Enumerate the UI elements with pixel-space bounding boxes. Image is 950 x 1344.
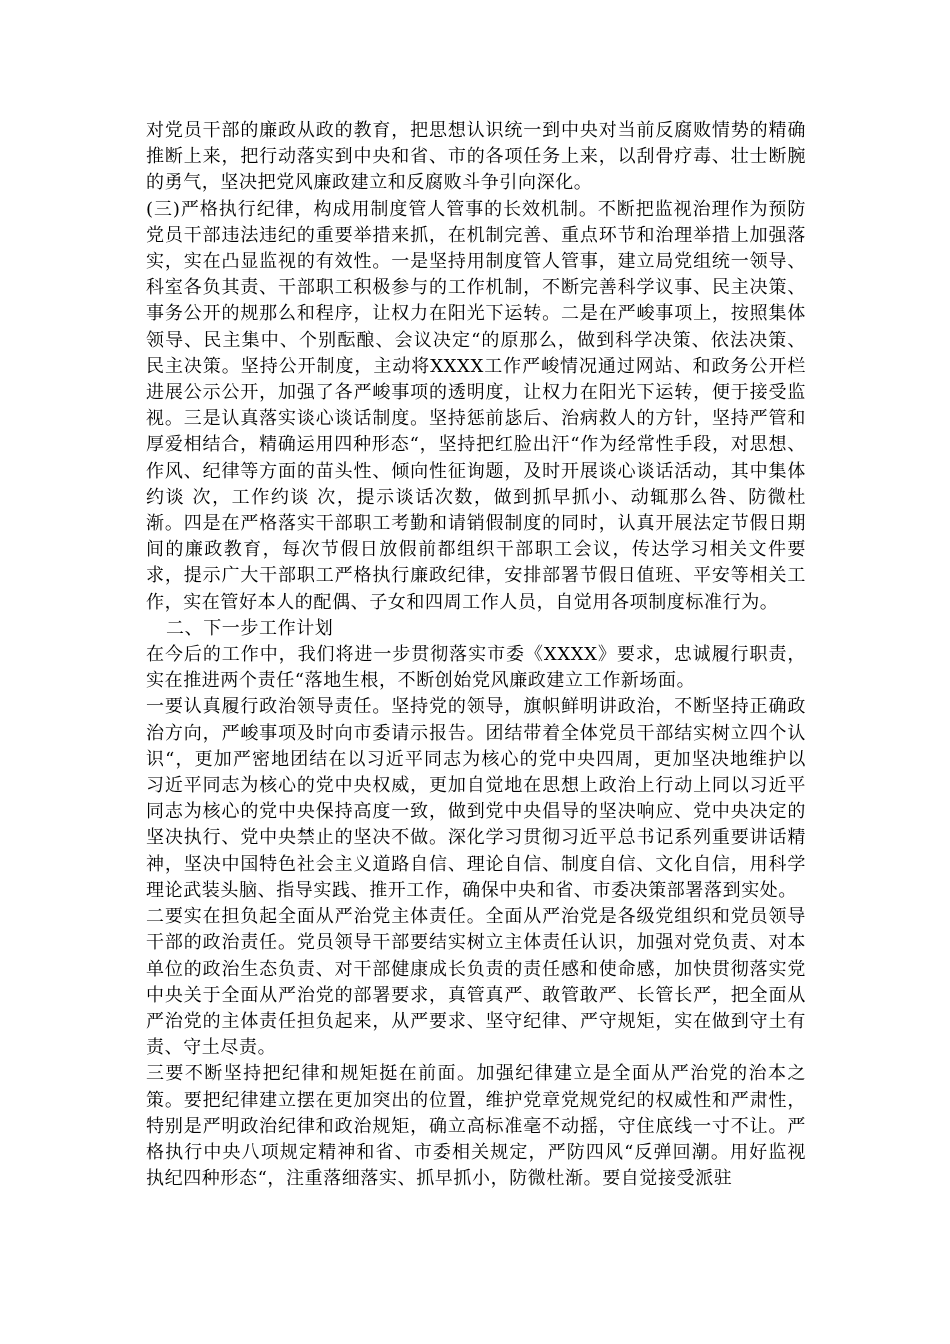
paragraph: (三)严格执行纪律，构成用制度管人管事的长效机制。不断把监视治理作为预防党员干部违法违纪的重要举措来抓，在机制完善、重点环节和治理举措上加强落实，实在凸显监视的有效性。一是坚持用制度管人管事，建立局党组统一领导、科室各负其责、干部职工积极参与的工作机制，不断完善科学议事、民主决策、事务公开的规那么和程序，让权力在阳光下运转。二是在严峻事项上，按照集体领导、民主集中、个别酝酿、会议决定“的原那么，做到科学决策、依法决策、民主决策。坚持公开制度，主动将XXXX工作严峻情况通过网站、和政务公开栏进展公示公开，加强了各严峻事项的透明度，让权力在阳光下运转，便于接受监视。三是认真落实谈心谈话制度。坚持惩前毖后、治病救人的方针，坚持严管和厚爱相结合，精确运用四种形态“，坚持把红脸出汗“作为经常性手段，对思想、作风、纪律等方面的苗头性、倾向性征询题，及时开展谈心谈话活动，其中集体约谈 次，工作约谈 次，提示谈话次数，做到抓早抓小、动辄那么咎、防微杜渐。四是在严格落实干部职工考勤和请销假制度的同时，认真开展法定节假日期间的廉政教育，每次节假日放假前都组织干部职工会议，传达学习相关文件要求，提示广大干部职工严格执行廉政纪律，安排部署节假日值班、平安等相关工作，实在管好本人的配偶、子女和四周工作人员，自觉用各项制度标准行为。 bbox=[146, 198, 806, 613]
paragraph: 在今后的工作中，我们将进一步贯彻落实市委《XXXX》要求，忠诚履行职责，实在推进两个责任“落地生根，不断创始党风廉政建立工作新场面。 bbox=[146, 644, 806, 692]
paragraph: 对党员干部的廉政从政的教育，把思想认识统一到中央对当前反腐败情势的精确推断上来，把行动落实到中央和省、市的各项任务上来，以刮骨疗毒、壮士断腕的勇气，坚决把党风廉政建立和反腐败斗争引向深化。 bbox=[146, 120, 806, 194]
paragraph: 一要认真履行政治领导责任。坚持党的领导，旗帜鲜明讲政治，不断坚持正确政治方向，严峻事项及时向市委请示报告。团结带着全体党员干部结实树立四个认识“，更加严密地团结在以习近平同志为核心的党中央四周，更加坚决地维护以习近平同志为核心的党中央权威，更加自觉地在思想上政治上行动上同以习近平同志为核心的党中央保持高度一致，做到党中央倡导的坚决响应、党中央决定的坚决执行、党中央禁止的坚决不做。深化学习贯彻习近平总书记系列重要讲话精神，坚决中国特色社会主义道路自信、理论自信、制度自信、文化自信，用科学理论武装头脑、指导实践、推开工作，确保中央和省、市委决策部署落到实处。 bbox=[146, 696, 806, 901]
paragraph: 三要不断坚持把纪律和规矩挺在前面。加强纪律建立是全面从严治党的治本之策。要把纪律建立摆在更加突出的位置，维护党章党规党纪的权威性和严肃性，特别是严明政治纪律和政治规矩，确立高标准毫不动摇，守住底线一寸不让。严格执行中央八项规定精神和省、市委相关规定，严防四风“反弹回潮。用好监视执纪四种形态“，注重落细落实、抓早抓小，防微杜渐。要自觉接受派驻 bbox=[146, 1063, 806, 1190]
section-heading: 二、下一步工作计划 bbox=[166, 617, 334, 639]
paragraph: 二要实在担负起全面从严治党主体责任。全面从严治党是各级党组织和党员领导干部的政治责任。党员领导干部要结实树立主体责任认识，加强对党负责、对本单位的政治生态负责、对干部健康成长负责的责任感和使命感，加快贯彻落实党中央关于全面从严治党的部署要求，真管真严、敢管敢严、长管长严，把全面从严治党的主体责任担负起来，从严要求、坚守纪律、严守规矩，实在做到守土有责、守土尽责。 bbox=[146, 906, 806, 1059]
document-page bbox=[146, 118, 806, 1192]
